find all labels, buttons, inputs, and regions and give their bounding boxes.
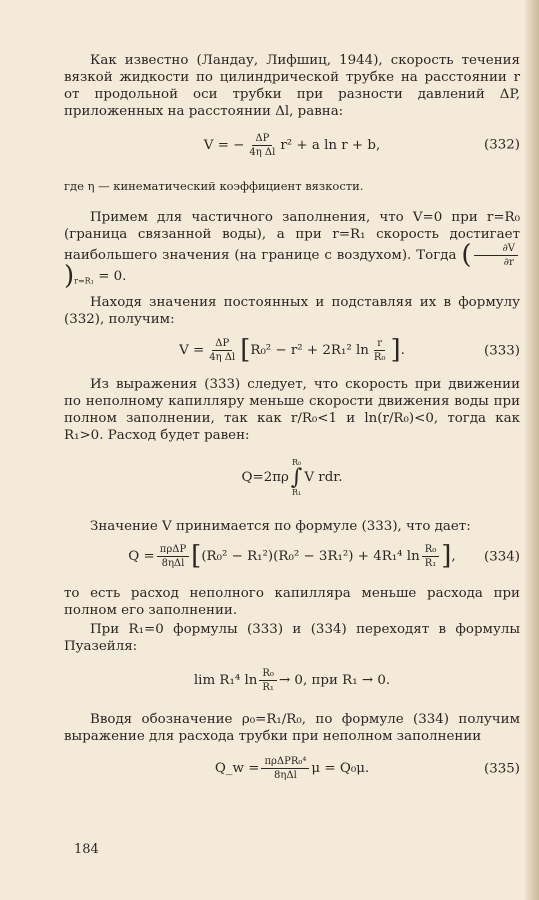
equation-334: Q = $\frac{\text{πρΔP}}{\text{8ηΔl}}$ [ (R₀² − R₁²)(R₀² − 3R₁²) + 4R₁⁴ ln $\frac{\text{R₀}}{\text{R₁}}$ ] , (334) xyxy=(128,541,520,572)
equation-flow-rate: Q=2πρ R₀ ∫ R₁ V rdr. xyxy=(241,457,343,497)
paragraph-3: Находя значения постоянных и подставляя их в формулу (332), получим: xyxy=(64,294,520,327)
equation-335: Q_w = $\frac{\text{πρΔPR₀⁴}}{\text{8ηΔl}}$ μ = Q₀μ. (335) xyxy=(214,756,520,782)
equation-limit: lim R₁⁴ ln $\frac{\text{R₀}}{\text{R₁}}$ → 0, при R₁ → 0. xyxy=(193,668,391,694)
page-edge-shadow xyxy=(525,0,539,900)
paragraph-7: При R₁=0 формулы (333) и (334) переходят в формулы Пуазейля: xyxy=(64,621,520,654)
equation-number: (332) xyxy=(483,137,520,153)
integral-sign: R₀ ∫ R₁ xyxy=(290,457,303,497)
footnote-viscosity: где η — кинематический коэффициент вязкости. xyxy=(64,179,364,193)
page-number: 184 xyxy=(74,842,99,857)
equation-number: (333) xyxy=(483,343,520,359)
paragraph-1: Как известно (Ландау, Лифшиц, 1944), скорость течения вязкой жидкости по цилиндрической трубке на расстоянии r от продольной оси трубки при разности давлений ΔP, приложенных на расстоянии Δl, равна: xyxy=(64,53,520,119)
paragraph-4: Из выражения (333) следует, что скорость при движении по неполному капилляру меньше скорости движения воды при полном заполнении, так как r/R₀<1 и ln(r/R₀)<0, тогда как R₁>0. Расход будет равен: xyxy=(64,376,520,443)
equation-332: V = − $\frac{\Delta P}{\text{4η Δl}}$ r² + a ln r + b, (332) xyxy=(203,132,520,158)
equation-number: (335) xyxy=(483,761,520,777)
paragraph-2: Примем для частичного заполнения, что V=0 при r=R₀ (граница связанной воды), а при r=R₁ скорость достигает наибольшего значения (на границе с воздухом). Тогда ( $\frac{\partial V}{\partial r}$ )$_{r=R_1} = 0$. xyxy=(64,210,520,291)
equation-number: (334) xyxy=(483,549,520,565)
page-text xyxy=(64,52,520,787)
paragraph-5: Значение V принимается по формуле (333), что дает: xyxy=(90,518,471,534)
equation-333: V = $\frac{\Delta P}{\text{4η Δl}}$ [ R₀² − r² + 2R₁² ln $\frac{r}{\text{R₀}}$ ] . (333) xyxy=(179,335,520,366)
paragraph-6: то есть расход неполного капилляра меньше расхода при полном его заполнении. xyxy=(64,585,520,618)
paragraph-8: Вводя обозначение ρ₀=R₁/R₀, по формуле (334) получим выражение для расхода трубки при неполном заполнении xyxy=(64,711,520,744)
